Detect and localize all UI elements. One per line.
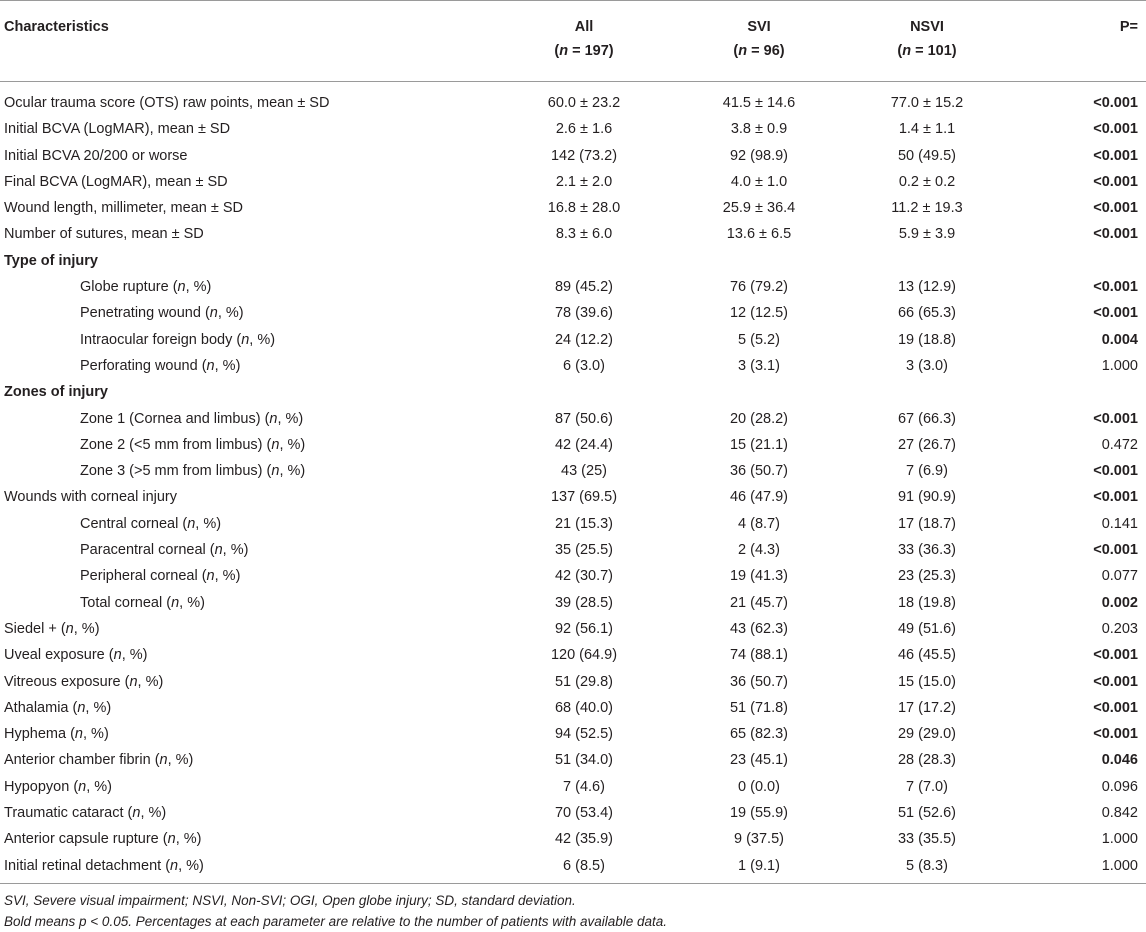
- table-row: [0, 642, 1146, 668]
- cell-all: 94 (52.5): [554, 726, 614, 743]
- cell-p-value: 1.000: [1101, 831, 1138, 848]
- row-label: Wounds with corneal injury: [4, 489, 178, 506]
- table-body: [0, 82, 1146, 884]
- cell-nsvi: 7 (7.0): [906, 778, 948, 795]
- cell-p-value: <0.001: [1093, 305, 1138, 322]
- cell-all: 2.6 ± 1.6: [555, 121, 613, 138]
- cell-p-value: [1010, 379, 1146, 405]
- row-label: Paracentral corneal (n, %): [80, 542, 249, 559]
- row-label: Central corneal (n, %): [80, 515, 222, 532]
- cell-p-value: 0.046: [1101, 752, 1138, 769]
- header-svi: SVI: [747, 19, 771, 35]
- cell-p-value: 0.472: [1101, 436, 1138, 453]
- cell-svi: 21 (45.7): [729, 594, 789, 611]
- cell-nsvi: [844, 248, 1010, 274]
- cell-all: [494, 248, 674, 274]
- header-nsvi-n: (n = 101): [844, 39, 1010, 82]
- cell-p-value: <0.001: [1093, 173, 1138, 190]
- cell-p-value: <0.001: [1093, 95, 1138, 111]
- cell-p-value: <0.001: [1093, 410, 1138, 427]
- cell-all: 68 (40.0): [554, 699, 614, 716]
- cell-p-value: [1010, 248, 1146, 274]
- row-label: Zones of injury: [4, 384, 108, 401]
- cell-nsvi: 46 (45.5): [897, 647, 957, 664]
- cell-all: 42 (24.4): [554, 436, 614, 453]
- table-row: [0, 669, 1146, 695]
- table-footnotes: [0, 884, 1146, 932]
- cell-p-value: <0.001: [1093, 226, 1138, 243]
- cell-p-value: <0.001: [1093, 699, 1138, 716]
- row-label: Initial BCVA 20/200 or worse: [4, 147, 188, 164]
- cell-svi: 51 (71.8): [729, 699, 789, 716]
- cell-nsvi: 7 (6.9): [906, 463, 948, 480]
- cell-all: 51 (29.8): [554, 673, 614, 690]
- cell-svi: 74 (88.1): [729, 647, 789, 664]
- cell-svi: [674, 248, 844, 274]
- table-row: [0, 300, 1146, 326]
- cell-svi: 23 (45.1): [729, 752, 789, 769]
- cell-p-value: <0.001: [1093, 489, 1138, 506]
- cell-p-value: <0.001: [1093, 542, 1138, 559]
- cell-all: 21 (15.3): [554, 515, 614, 532]
- row-label: Zone 3 (>5 mm from limbus) (n, %): [80, 463, 306, 480]
- cell-nsvi: [844, 379, 1010, 405]
- cell-p-value: 0.002: [1101, 594, 1138, 611]
- table-row: [0, 327, 1146, 353]
- cell-svi: 36 (50.7): [729, 463, 789, 480]
- section-header-row: [0, 379, 1146, 405]
- table-header: [0, 1, 1146, 82]
- table-row: [0, 274, 1146, 300]
- row-label: Peripheral corneal (n, %): [80, 568, 241, 585]
- cell-all: 137 (69.5): [550, 489, 618, 506]
- table-row: [0, 169, 1146, 195]
- cell-svi: 4 (8.7): [738, 515, 780, 532]
- cell-nsvi: 1.4 ± 1.1: [898, 121, 956, 138]
- table-row: [0, 590, 1146, 616]
- cell-p-value: 0.141: [1101, 515, 1138, 532]
- row-label: Number of sutures, mean ± SD: [4, 226, 204, 243]
- cell-svi: 36 (50.7): [729, 673, 789, 690]
- cell-p-value: <0.001: [1093, 673, 1138, 690]
- table-row: [0, 826, 1146, 852]
- table-row: [0, 143, 1146, 169]
- row-label: Perforating wound (n, %): [80, 357, 241, 374]
- row-label: Uveal exposure (n, %): [4, 647, 148, 664]
- header-all-n: (n = 197): [494, 39, 674, 82]
- row-label: Ocular trauma score (OTS) raw points, mean ± SD: [4, 95, 330, 111]
- table-row: [0, 537, 1146, 563]
- row-label: Zone 2 (<5 mm from limbus) (n, %): [80, 436, 306, 453]
- table-row: [0, 484, 1146, 510]
- table-row: [0, 721, 1146, 747]
- row-label: Vitreous exposure (n, %): [4, 673, 164, 690]
- cell-svi: 0 (0.0): [738, 778, 780, 795]
- cell-all: 8.3 ± 6.0: [555, 226, 613, 243]
- table-row: [0, 853, 1146, 884]
- cell-p-value: <0.001: [1093, 463, 1138, 480]
- row-label: Anterior chamber fibrin (n, %): [4, 752, 194, 769]
- footnote-abbreviations: SVI, Severe visual impairment; NSVI, Non-SVI; OGI, Open globe injury; SD, standard deviation.: [4, 892, 576, 908]
- row-label: Type of injury: [4, 252, 98, 269]
- cell-p-value: <0.001: [1093, 147, 1138, 164]
- cell-nsvi: 11.2 ± 19.3: [891, 200, 963, 217]
- cell-p-value: 1.000: [1010, 853, 1146, 884]
- cell-all: 6 (8.5): [494, 853, 674, 884]
- cell-svi: 19 (41.3): [729, 568, 789, 585]
- cell-svi: 76 (79.2): [729, 279, 789, 296]
- cell-nsvi: 27 (26.7): [897, 436, 957, 453]
- header-nsvi: NSVI: [910, 19, 944, 35]
- cell-all: 89 (45.2): [554, 279, 614, 296]
- table-row: [0, 747, 1146, 773]
- cell-nsvi: 0.2 ± 0.2: [898, 173, 956, 190]
- cell-svi: 2 (4.3): [738, 542, 780, 559]
- cell-nsvi: 50 (49.5): [897, 147, 957, 164]
- cell-p-value: 0.096: [1101, 778, 1138, 795]
- cell-nsvi: 13 (12.9): [897, 279, 957, 296]
- table-row: [0, 221, 1146, 247]
- cell-all: 51 (34.0): [554, 752, 614, 769]
- cell-p-value: 0.203: [1101, 620, 1138, 637]
- cell-svi: 20 (28.2): [729, 410, 789, 427]
- cell-svi: 9 (37.5): [734, 831, 784, 848]
- table-row: [0, 563, 1146, 589]
- table-row: [0, 616, 1146, 642]
- table-row: [0, 90, 1146, 116]
- cell-svi: [674, 379, 844, 405]
- row-label: Initial retinal detachment (n, %): [0, 853, 494, 884]
- cell-p-value: 1.000: [1101, 357, 1138, 374]
- cell-p-value: 0.077: [1101, 568, 1138, 585]
- cell-nsvi: 51 (52.6): [897, 805, 957, 822]
- table-row: [0, 458, 1146, 484]
- cell-svi: 25.9 ± 36.4: [722, 200, 796, 217]
- row-label: Globe rupture (n, %): [80, 279, 212, 296]
- cell-p-value: <0.001: [1093, 647, 1138, 664]
- table-row: [0, 511, 1146, 537]
- cell-nsvi: 17 (18.7): [897, 515, 957, 532]
- cell-all: 24 (12.2): [554, 331, 614, 348]
- cell-nsvi: 91 (90.9): [897, 489, 957, 506]
- cell-nsvi: 66 (65.3): [897, 305, 957, 322]
- row-label: Anterior capsule rupture (n, %): [4, 831, 202, 848]
- row-label: Siedel + (n, %): [4, 620, 100, 637]
- row-label: Intraocular foreign body (n, %): [80, 331, 276, 348]
- cell-svi: 92 (98.9): [729, 147, 789, 164]
- cell-nsvi: 33 (35.5): [897, 831, 957, 848]
- cell-nsvi: 17 (17.2): [897, 699, 957, 716]
- footnote-significance: Bold means p < 0.05. Percentages at each parameter are relative to the number of patients with available data.: [4, 913, 668, 929]
- cell-all: 7 (4.6): [563, 778, 605, 795]
- row-label: Hypopyon (n, %): [4, 778, 113, 795]
- cell-all: 6 (3.0): [563, 357, 605, 374]
- header-characteristics: Characteristics: [4, 19, 109, 35]
- section-header-row: [0, 248, 1146, 274]
- cell-nsvi: 5 (8.3): [844, 853, 1010, 884]
- cell-all: 120 (64.9): [550, 647, 618, 664]
- cell-svi: 65 (82.3): [729, 726, 789, 743]
- cell-nsvi: 67 (66.3): [897, 410, 957, 427]
- cell-svi: 13.6 ± 6.5: [726, 226, 792, 243]
- cell-nsvi: 5.9 ± 3.9: [898, 226, 956, 243]
- row-label: Hyphema (n, %): [4, 726, 109, 743]
- cell-all: 92 (56.1): [554, 620, 614, 637]
- table-row: [0, 353, 1146, 379]
- table-row: [0, 432, 1146, 458]
- header-blank-p: [1010, 39, 1146, 82]
- cell-nsvi: 23 (25.3): [897, 568, 957, 585]
- table-row: [0, 406, 1146, 432]
- cell-svi: 41.5 ± 14.6: [722, 95, 796, 111]
- cell-svi: 43 (62.3): [729, 620, 789, 637]
- table-row: [0, 695, 1146, 721]
- cell-all: 42 (30.7): [554, 568, 614, 585]
- cell-nsvi: 19 (18.8): [897, 331, 957, 348]
- cell-svi: 12 (12.5): [729, 305, 789, 322]
- cell-all: 87 (50.6): [554, 410, 614, 427]
- cell-all: 42 (35.9): [554, 831, 614, 848]
- header-row: [0, 1, 1146, 40]
- cell-nsvi: 29 (29.0): [897, 726, 957, 743]
- cell-svi: 46 (47.9): [729, 489, 789, 506]
- cell-svi: 3.8 ± 0.9: [730, 121, 788, 138]
- cell-svi: 1 (9.1): [674, 853, 844, 884]
- cell-nsvi: 33 (36.3): [897, 542, 957, 559]
- row-label: Zone 1 (Cornea and limbus) (n, %): [80, 410, 304, 427]
- cell-svi: 15 (21.1): [729, 436, 789, 453]
- cell-svi: 5 (5.2): [738, 331, 780, 348]
- cell-all: 2.1 ± 2.0: [555, 173, 613, 190]
- header-subrow: [0, 39, 1146, 82]
- header-svi-n: (n = 96): [674, 39, 844, 82]
- row-label: Wound length, millimeter, mean ± SD: [4, 200, 243, 217]
- cell-nsvi: 15 (15.0): [897, 673, 957, 690]
- cell-nsvi: 28 (28.3): [897, 752, 957, 769]
- row-label: Traumatic cataract (n, %): [4, 805, 167, 822]
- row-label: Initial BCVA (LogMAR), mean ± SD: [4, 121, 231, 138]
- table-row: [0, 195, 1146, 221]
- header-all: All: [574, 19, 594, 35]
- table-row: [0, 800, 1146, 826]
- cell-all: 70 (53.4): [554, 805, 614, 822]
- spacer-row: [0, 82, 1146, 91]
- cell-all: [494, 379, 674, 405]
- cell-svi: 3 (3.1): [738, 357, 780, 374]
- cell-all: 142 (73.2): [550, 147, 618, 164]
- cell-p-value: 0.004: [1101, 331, 1138, 348]
- cell-all: 43 (25): [561, 463, 607, 480]
- cell-svi: 4.0 ± 1.0: [730, 173, 788, 190]
- row-label: Penetrating wound (n, %): [80, 305, 244, 322]
- row-label: Athalamia (n, %): [4, 699, 112, 716]
- cell-svi: 19 (55.9): [729, 805, 789, 822]
- header-p-value: P=: [1119, 19, 1138, 35]
- cell-p-value: <0.001: [1093, 200, 1138, 217]
- cell-all: 35 (25.5): [554, 542, 614, 559]
- table-row: [0, 116, 1146, 142]
- cell-all: 16.8 ± 28.0: [547, 200, 621, 217]
- cell-nsvi: 77.0 ± 15.2: [890, 95, 964, 111]
- cell-all: 60.0 ± 23.2: [547, 95, 621, 111]
- cell-all: 39 (28.5): [554, 594, 614, 611]
- header-blank: [0, 39, 494, 82]
- cell-p-value: <0.001: [1093, 726, 1138, 743]
- cell-p-value: 0.842: [1101, 805, 1138, 822]
- cell-all: 78 (39.6): [554, 305, 614, 322]
- cell-nsvi: 3 (3.0): [906, 357, 948, 374]
- cell-p-value: <0.001: [1093, 279, 1138, 296]
- cell-nsvi: 18 (19.8): [897, 594, 957, 611]
- row-label: Final BCVA (LogMAR), mean ± SD: [4, 173, 228, 190]
- table-row: [0, 774, 1146, 800]
- cell-p-value: <0.001: [1093, 121, 1138, 138]
- cell-nsvi: 49 (51.6): [897, 620, 957, 637]
- row-label: Total corneal (n, %): [80, 594, 205, 611]
